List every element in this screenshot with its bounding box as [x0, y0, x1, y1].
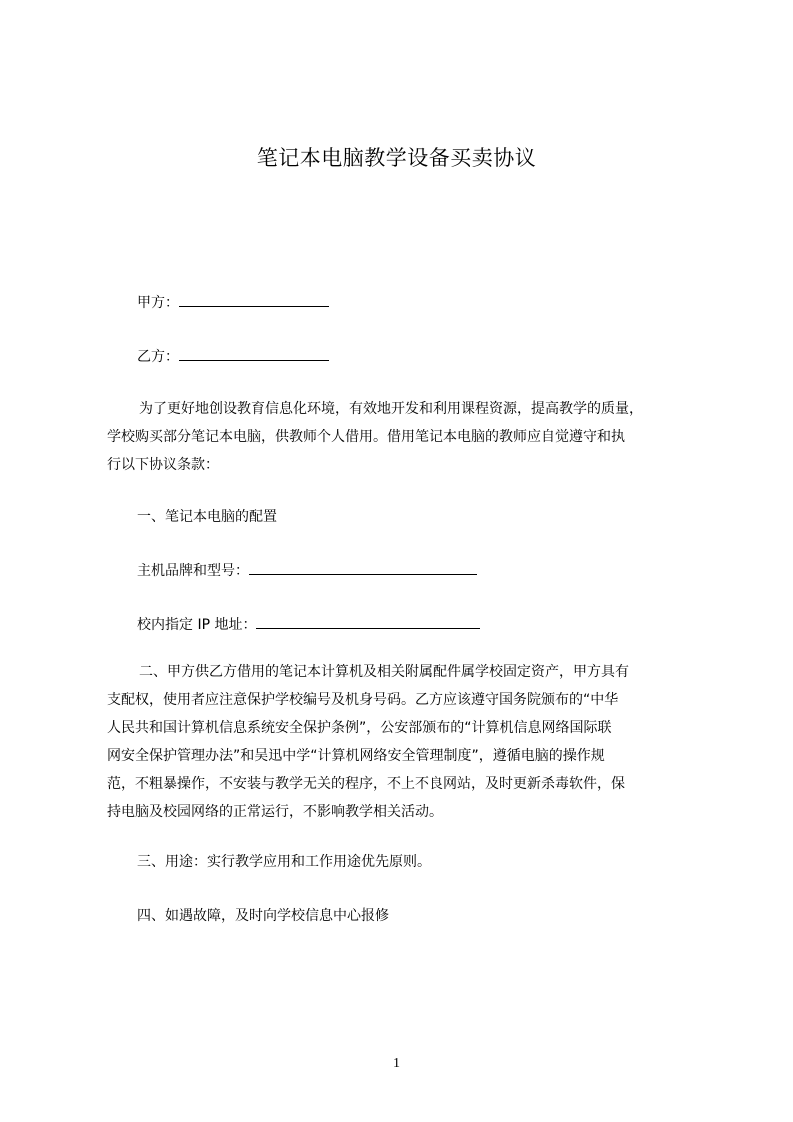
section2-line: 人民共和国计算机信息系统安全保护条例”，公安部颁布的“计算机信息网络国际联 [107, 720, 612, 736]
document-title: 笔记本电脑教学设备买卖协议 [256, 146, 537, 170]
party-b-label: 乙方： [137, 349, 179, 365]
intro-paragraph [107, 395, 707, 479]
brand-model-blank[interactable] [249, 562, 477, 575]
section4-text: 四、如遇故障，及时向学校信息中心报修 [137, 908, 389, 924]
section2-line: 二、甲方供乙方借用的笔记本计算机及相关附属配件属学校固定资产，甲方具有 [139, 664, 629, 680]
party-b-line [137, 346, 329, 366]
section2-line: 持电脑及校园网络的正常运行，不影响教学相关活动。 [107, 804, 443, 820]
party-a-label: 甲方： [137, 295, 179, 311]
intro-line: 学校购买部分笔记本电脑，供教师个人借用。借用笔记本电脑的教师应自觉遵守和执 [107, 429, 625, 445]
section2-line: 网安全保护管理办法”和吴迅中学“计算机网络安全管理制度”，遵循电脑的操作规 [107, 748, 605, 764]
ip-address-label: 校内指定 IP 地址： [137, 617, 257, 633]
section3-text: 三、用途：实行教学应用和工作用途优先原则。 [137, 854, 431, 870]
party-b-blank[interactable] [179, 348, 329, 361]
intro-line: 行以下协议条款： [107, 457, 219, 473]
section2-paragraph [107, 658, 707, 826]
section2-line: 范，不粗暴操作，不安装与教学无关的程序，不上不良网站，及时更新杀毒软件，保 [107, 776, 625, 792]
brand-model-line [137, 560, 477, 580]
intro-line: 为了更好地创设教育信息化环境，有效地开发和利用课程资源，提高教学的质量， [139, 401, 643, 417]
page-number: 1 [393, 1056, 400, 1071]
party-a-line [137, 292, 329, 312]
brand-model-label: 主机品牌和型号： [137, 563, 249, 579]
ip-address-blank[interactable] [256, 616, 480, 629]
section1-heading: 一、笔记本电脑的配置 [137, 509, 277, 525]
party-a-blank[interactable] [179, 294, 329, 307]
section2-line: 支配权，使用者应注意保护学校编号及机身号码。乙方应该遵守国务院颁布的“中华 [107, 692, 619, 708]
ip-address-line [137, 614, 480, 634]
